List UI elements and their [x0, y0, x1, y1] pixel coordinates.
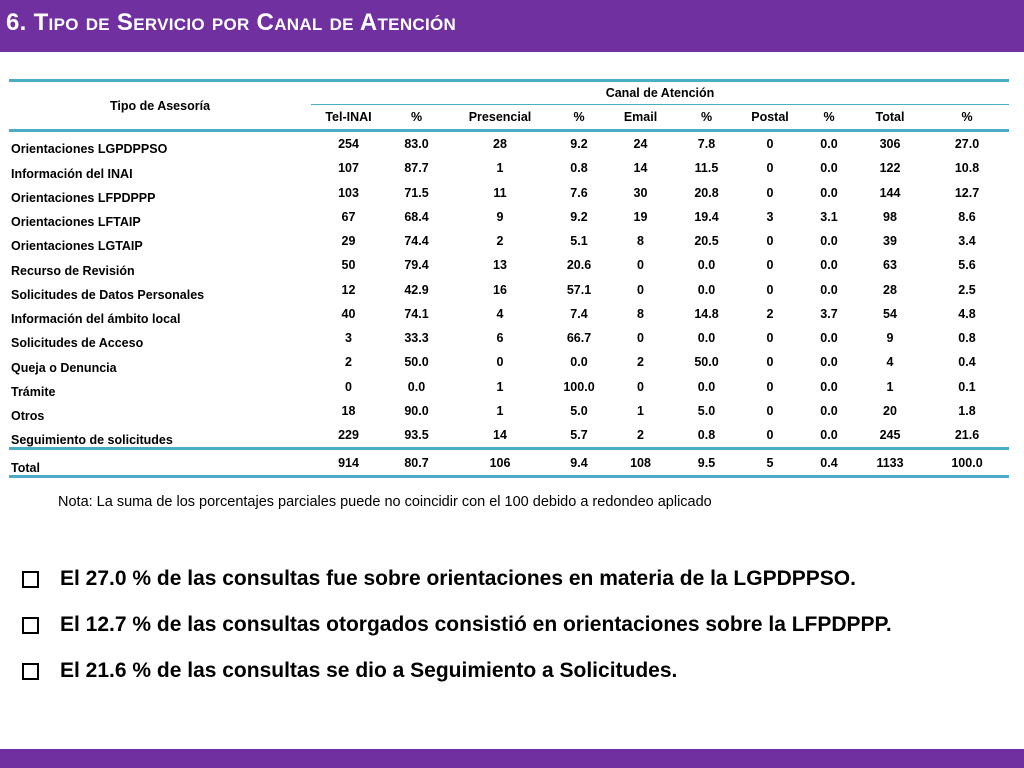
table-cell: 0.0: [820, 428, 838, 443]
column-header: Presencial: [447, 105, 553, 131]
table-cell: 14: [633, 161, 648, 176]
table-cell: 40: [341, 306, 356, 321]
table-cell: 13: [493, 258, 507, 273]
table-cell: 6: [496, 331, 504, 346]
table-cell: 5: [737, 449, 803, 477]
table-cell: 103: [338, 185, 359, 200]
table-cell: 39: [883, 234, 897, 249]
row-label: Orientaciones LFTAIP: [11, 215, 141, 229]
row-label: Solicitudes de Acceso: [11, 336, 144, 351]
row-label: Orientaciones LGPDPPSO: [11, 142, 168, 157]
table-cell: 100.0: [925, 449, 1009, 477]
table-cell: 80.7: [386, 449, 447, 477]
table-cell: 1.8: [958, 403, 976, 418]
row-label: Seguimiento de solicitudes: [11, 433, 173, 448]
table-cell: 5.1: [570, 234, 588, 249]
table-cell: 83.0: [404, 137, 429, 152]
table-cell: 8.6: [958, 209, 976, 224]
table-cell: 1133: [855, 449, 925, 477]
table-cell: 87.7: [404, 161, 429, 176]
table-cell: 7.8: [697, 137, 716, 152]
table-cell: 245: [879, 428, 901, 443]
table-row: [9, 156, 1009, 180]
table-cell: 2.5: [958, 282, 976, 297]
table-cell: 2: [496, 234, 504, 249]
row-label: Orientaciones LGTAIP: [11, 239, 143, 254]
table-cell: 914: [311, 449, 386, 477]
table-cell: 5.7: [570, 428, 588, 443]
table-cell: 144: [879, 185, 901, 200]
column-header: Postal: [737, 105, 803, 131]
row-label: Otros: [11, 409, 45, 423]
column-header: %: [553, 105, 605, 131]
table-cell: 98: [883, 209, 897, 224]
table-cell: 0: [345, 379, 352, 394]
table-note: Nota: La suma de los porcentajes parciales puede no coincidir con el 100 debido a redondeo aplicado: [58, 494, 712, 510]
table-cell: 1: [637, 403, 644, 418]
table-cell: 0.0: [570, 355, 588, 370]
table-cell: 93.5: [404, 428, 429, 443]
table-cell: 3.7: [820, 306, 838, 321]
table-cell: 27.0: [954, 137, 980, 152]
bullet-item: [22, 556, 1012, 602]
table-cell: 20.8: [694, 185, 719, 200]
table-cell: 14.8: [694, 306, 719, 321]
table-cell: 0.8: [570, 161, 588, 176]
table-cell: 7.4: [570, 306, 588, 321]
table-cell: 0.0: [820, 331, 838, 346]
table-cell: 0: [637, 379, 644, 394]
table-cell: 3: [345, 331, 352, 346]
column-header: Email: [605, 105, 676, 131]
table-cell: 12.7: [954, 185, 980, 200]
table-cell: 0.4: [958, 355, 976, 370]
table-cell: 0.0: [820, 161, 838, 176]
table-cell: 24: [633, 137, 648, 152]
table-cell: 19.4: [694, 209, 719, 224]
table-cell: 5.0: [570, 403, 588, 418]
service-table: [9, 79, 1009, 478]
service-table-container: [9, 79, 1009, 478]
table-cell: 0: [766, 428, 774, 443]
table-cell: 0.0: [820, 403, 838, 418]
table-cell: 54: [883, 306, 897, 321]
table-cell: 0: [766, 161, 774, 176]
column-header: %: [803, 105, 855, 131]
table-cell: 74.1: [404, 306, 429, 321]
table-cell: 0.0: [820, 379, 838, 394]
table-row: [9, 278, 1009, 302]
table-cell: 63: [883, 258, 897, 273]
title-bar: [0, 0, 1024, 52]
table-cell: 9.2: [570, 137, 588, 152]
table-cell: 0.0: [697, 331, 716, 346]
table-cell: 57.1: [566, 282, 592, 297]
table-cell: 2: [637, 355, 644, 370]
table-body: [9, 131, 1009, 477]
table-cell: 0: [766, 282, 774, 297]
column-header: %: [386, 105, 447, 131]
table-cell: 108: [605, 449, 676, 477]
table-cell: 0.8: [958, 331, 976, 346]
table-cell: 0: [766, 258, 774, 273]
table-cell: 0.0: [820, 137, 838, 152]
table-cell: 106: [447, 449, 553, 477]
slide-title: 6. Tipo de Servicio por Canal de Atención: [6, 9, 457, 36]
table-cell: 9.4: [553, 449, 605, 477]
table-cell: 66.7: [566, 331, 592, 346]
table-cell: 3.1: [820, 209, 838, 224]
table-cell: 0: [766, 355, 774, 370]
table-cell: 254: [338, 137, 359, 152]
table-cell: 67: [341, 209, 356, 224]
table-cell: 50: [341, 258, 356, 273]
table-row: [9, 350, 1009, 374]
table-cell: 3.4: [958, 234, 976, 249]
table-cell: 0: [766, 331, 774, 346]
bullet-text: El 12.7 % de las consultas otorgados consistió en orientaciones sobre la LFPDPPP.: [60, 613, 892, 636]
table-cell: 50.0: [694, 355, 719, 370]
table-cell: 229: [338, 428, 359, 443]
table-cell: 1: [886, 379, 894, 394]
table-cell: 20: [883, 403, 897, 418]
table-cell: 9: [496, 209, 504, 224]
table-cell: 4: [886, 355, 894, 370]
row-label: Solicitudes de Datos Personales: [11, 287, 205, 302]
bullet-text: El 27.0 % de las consultas fue sobre orientaciones en materia de la LGPDPPSO.: [60, 567, 856, 590]
table-cell: 0.0: [820, 282, 838, 297]
table-cell: 1: [496, 161, 504, 176]
row-label: Información del ámbito local: [11, 312, 181, 326]
table-row: [9, 375, 1009, 399]
column-header: %: [676, 105, 737, 131]
table-cell: 0: [766, 185, 774, 200]
table-cell: 90.0: [404, 403, 429, 418]
table-cell: 79.4: [404, 258, 429, 273]
row-label: Total: [9, 449, 311, 477]
table-cell: 12: [341, 282, 356, 297]
checkbox-bullet-icon: [22, 571, 39, 588]
table-cell: 7.6: [570, 185, 588, 200]
table-row: [9, 399, 1009, 423]
table-cell: 0: [766, 403, 774, 418]
checkbox-bullet-icon: [22, 663, 39, 680]
table-cell: 2: [345, 355, 352, 370]
bullet-text: El 21.6 % de las consultas se dio a Seguimiento a Solicitudes.: [60, 659, 678, 682]
bullet-item: [22, 648, 1012, 694]
table-cell: 3: [766, 209, 774, 224]
table-cell: 2: [637, 428, 644, 443]
table-cell: 18: [341, 403, 356, 418]
table-cell: 0.4: [803, 449, 855, 477]
footer-bar: [0, 749, 1024, 768]
table-cell: 50.0: [404, 355, 429, 370]
table-row: [9, 229, 1009, 253]
table-cell: 21.6: [954, 428, 980, 443]
table-cell: 306: [879, 137, 901, 152]
table-cell: 71.5: [404, 185, 429, 200]
table-cell: 107: [338, 161, 359, 176]
table-cell: 0: [496, 355, 504, 370]
table-cell: 9: [886, 331, 894, 346]
table-row: [9, 205, 1009, 229]
checkbox-bullet-icon: [22, 617, 39, 634]
table-cell: 16: [493, 282, 507, 297]
table-cell: 0.0: [820, 234, 838, 249]
table-cell: 20.5: [694, 234, 719, 249]
table-row: [9, 181, 1009, 205]
total-row: [9, 449, 1009, 477]
table-cell: 4: [496, 306, 504, 321]
column-header: Total: [855, 105, 925, 131]
table-cell: 2: [766, 306, 774, 321]
table-cell: 42.9: [404, 282, 429, 297]
table-cell: 5.6: [958, 258, 976, 273]
table-cell: 9.5: [676, 449, 737, 477]
table-cell: 11.5: [694, 161, 719, 176]
table-cell: 30: [633, 185, 648, 200]
table-cell: 19: [633, 209, 648, 224]
row-label: Queja o Denuncia: [11, 360, 117, 375]
table-row: [9, 253, 1009, 277]
table-cell: 0.0: [820, 258, 838, 273]
table-row: [9, 302, 1009, 326]
table-cell: 0.0: [697, 282, 716, 297]
row-label: Orientaciones LFPDPPP: [11, 190, 156, 205]
column-header: Tel-INAI: [311, 105, 386, 131]
header-row-group: [9, 81, 1009, 105]
row-label: Recurso de Revisión: [11, 263, 135, 278]
table-cell: 0.0: [407, 379, 426, 394]
table-row: [9, 131, 1009, 157]
table-cell: 0.1: [958, 379, 976, 394]
table-cell: 0: [637, 282, 644, 297]
table-cell: 29: [341, 234, 356, 249]
row-label: Trámite: [11, 384, 56, 399]
row-label: Información del INAI: [11, 166, 133, 181]
table-cell: 0.0: [697, 379, 716, 394]
table-cell: 20.6: [566, 258, 592, 273]
table-cell: 9.2: [570, 209, 588, 224]
table-cell: 0.8: [697, 428, 716, 443]
table-cell: 5.0: [697, 403, 716, 418]
table-cell: 0: [637, 258, 644, 273]
table-cell: 0: [637, 331, 644, 346]
table-cell: 33.3: [404, 331, 429, 346]
table-cell: 0.0: [820, 355, 838, 370]
table-cell: 68.4: [404, 209, 429, 224]
table-cell: 11: [493, 185, 507, 200]
table-cell: 100.0: [563, 379, 595, 394]
table-cell: 0: [766, 379, 774, 394]
table-cell: 8: [637, 234, 644, 249]
bullet-item: [22, 602, 1012, 648]
row-header: Tipo de Asesoría: [9, 81, 311, 131]
group-header: Canal de Atención: [311, 81, 1009, 105]
table-cell: 1: [496, 379, 504, 394]
table-cell: 0: [766, 234, 774, 249]
table-cell: 10.8: [954, 161, 980, 176]
table-cell: 28: [493, 137, 507, 152]
table-cell: 0: [766, 137, 774, 152]
table-cell: 14: [493, 428, 507, 443]
table-cell: 74.4: [404, 234, 429, 249]
table-cell: 0.0: [820, 185, 838, 200]
table-cell: 0.0: [697, 258, 716, 273]
table-cell: 1: [496, 403, 504, 418]
table-cell: 28: [883, 282, 897, 297]
table-row: [9, 423, 1009, 449]
bullet-list: [22, 556, 1012, 694]
column-header: %: [925, 105, 1009, 131]
table-row: [9, 326, 1009, 350]
table-cell: 8: [637, 306, 644, 321]
table-cell: 122: [879, 161, 901, 176]
table-cell: 4.8: [958, 306, 976, 321]
